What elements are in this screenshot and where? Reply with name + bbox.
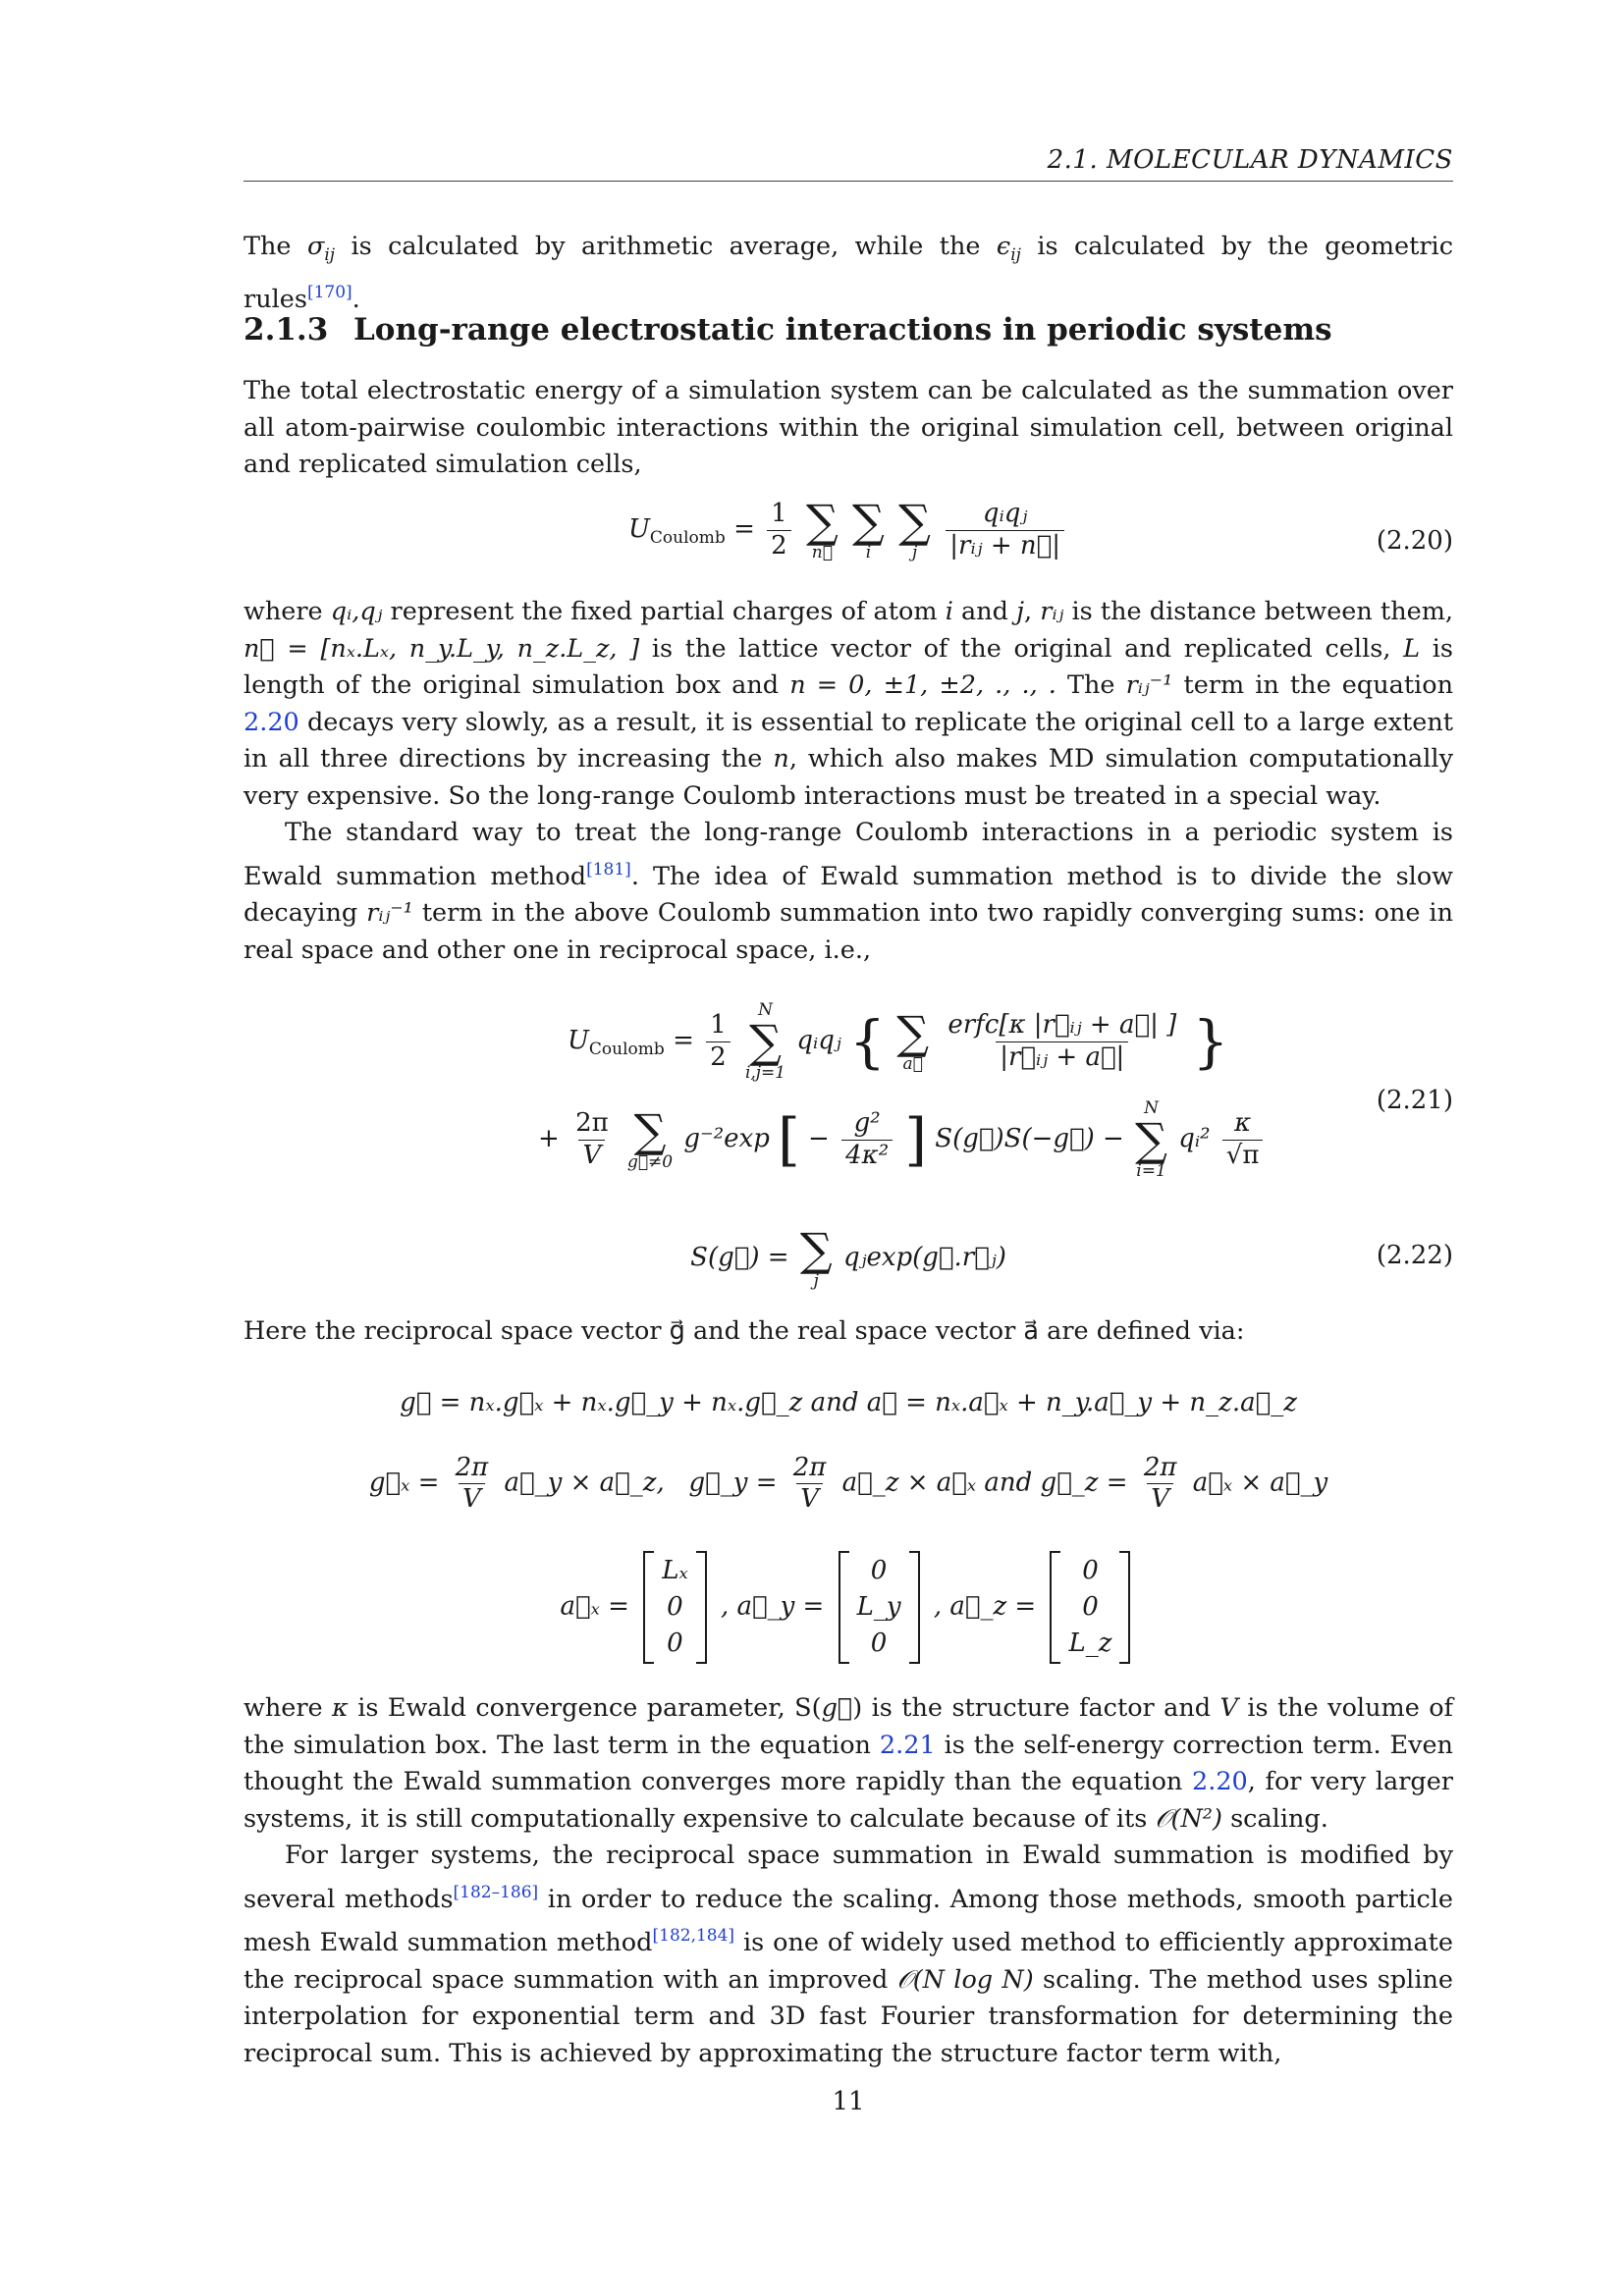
equation-reference-link[interactable]: 2.20 — [244, 707, 299, 737]
running-head: 2.1. MOLECULAR DYNAMICS — [1047, 145, 1453, 175]
paragraph-total-energy: The total electrostatic energy of a simulation system can be calculated as the summation over all atom-pairwise coulombic interactions within the original simulation cell, between original and replicated simulation cells, — [244, 376, 1453, 479]
page: 2.1. MOLECULAR DYNAMICS The $\sigma_{ij}$ is calculated by arithmetic average, while the $\epsilon_{ij}$ is calculated by the geometric rules[170]. 2.1.3 Long-range electrostatic interactions in periodic systems The total electrostatic energy of a simulation system can be calculated as the summation over all atom-pairwise coulombic interactions within the original simulation cell, between original and replicated simulation cells, $U_{Coulomb}$ = $\frac{1}{2}$ ∑ n⃗ ∑ i ∑ j $\frac{\text{qᵢqⱼ}}{\text{|rᵢⱼ + n⃗|}}$ (2.20) where qᵢ,qⱼ represent the fixed partial charges of atom i and j, rᵢⱼ is the distance between them, n⃗ = [nₓ.Lₓ, n_y.L_y, n_z.L_z, ] is the lattice vector of the original and replicated cells, L is length of the original simulation box and n = 0, ±1, ±2, ., ., . The rᵢⱼ⁻¹ term in the equation 2.20 decays very slowly, as a result, it is essential to replicate the original cell to a large extent in all three directions by increasing the n, which also makes MD simulation computationally very expensive. So the long-range Coulomb interactions must be treated in a special way. The standard way to treat the long-range Coulomb interactions in a periodic system is Ewald summation method[181]. The idea of Ewald summation method is to divide the slow decaying rᵢⱼ⁻¹ term in the above Coulomb summation into two rapidly converging sums: one in real space and other one in reciprocal space, i.e., $U_{Coulomb}$ = $\frac{1}{2}$ N ∑ i,j=1 qᵢqⱼ { ∑ a⃗ $\frac{\text{erfc[κ |r⃗ᵢⱼ + a⃗| ]}}{\text{|r⃗ᵢⱼ + a⃗|}}$ } + $\frac{2\pi}{V}$ ∑ g⃗≠0 g⁻²exp [ − $\frac{\text{g²}}{\text{4κ²}}$ ] S(g⃗)S(−g⃗) − N ∑ i=1 qᵢ² $\frac{\kappa}{√\pi}$ (2.21) S(g⃗) = ∑ j qⱼexp(g⃗.r⃗ⱼ) (2.22) Here the reciprocal space vector g⃗ and the real space vector a⃗ are defined via: g⃗ = nₓ.g⃗ₓ + nₓ.g⃗_y + nₓ.g⃗_z and a⃗ = nₓ.a⃗ₓ + n_y.a⃗_y + n_z.a⃗_z g⃗ₓ = $\frac{2\pi}{V}$ a⃗_y × a⃗_z, g⃗_y = $\frac{2\pi}{V}$ a⃗_z × a⃗ₓ and g⃗_z = $\frac{2\pi}{V}$ a⃗ₓ × a⃗_y a⃗ₓ = Lₓ 0 0 , a⃗_y = 0 L_y 0 , a⃗_z = 0 0 L_z where κ is Ewald convergence parameter, S(g⃗) is the structure factor and V is the volume of the simulation box. The last term in the equation 2.21 is the self-energy correction term. Even thought the Ewald summation converges more rapidly than the equation 2.20, for very larger systems, it is still computationally expensive to calculate because of its 𝒪(N²) scaling. For larger systems, the reciprocal space summation in Ewald summation is modified by several methods[182–186] in order to reduce the scaling. Among those methods, smooth particle mesh Ewald summation method[182,184] is one of widely used method to efficiently approximate the reciprocal space summation with an improved 𝒪(N log N) scaling. The method uses spline interpolation for exponential term and 3D fast Fourier transformation for determining the reciprocal sum. This is achieved by approximating the structure factor term with, 11 — [244, 145, 1454, 2116]
paragraph-ewald-standard: The standard way to treat the long-range Coulomb interactions in a periodic system is Ewald summation method[181]. The idea of Ewald summation method is to divide the slow decaying rᵢⱼ⁻¹ term in the above Coulomb summation into two rapidly converging sums: one in real space and other one in reciprocal space, i.e., — [244, 818, 1454, 965]
equation-number: (2.22) — [1376, 1241, 1453, 1270]
citation-link[interactable]: [181] — [586, 859, 631, 880]
epsilon-symbol: ϵ — [996, 232, 1011, 261]
citation-link[interactable]: [170] — [306, 282, 352, 302]
intro-paragraph: The $\sigma_{ij}$ is calculated by arithmetic average, while the $\epsilon_{ij}$ is calculated by the geometric rules[170]. — [244, 232, 1453, 314]
equation-2-21: $U_{Coulomb}$ = $\frac{1}{2}$ N ∑ i,j=1 qᵢqⱼ { ∑ a⃗ $\frac{\text{erfc[κ |r⃗ᵢⱼ + a⃗| ]}}{\text{|r⃗ᵢⱼ + a⃗|}}$ } + $\frac{2\pi}{V}$ ∑ g⃗≠0 g⁻²exp [ − $\frac{\text{g²}}{\text{4κ²}}$ ] S(g⃗)S(−g⃗) − N ∑ i=1 qᵢ² $\frac{\kappa}{√\pi}$ (2.21) — [538, 1000, 1453, 1181]
header-rule — [244, 181, 1453, 182]
equation-reciprocal-vectors: g⃗ₓ = $\frac{2\pi}{V}$ a⃗_y × a⃗_z, g⃗_y = $\frac{2\pi}{V}$ a⃗_z × a⃗ₓ and g⃗_z = $\frac{2\pi}{V}$ a⃗ₓ × a⃗_y — [368, 1453, 1328, 1515]
equation-2-20: $U_{Coulomb}$ = $\frac{1}{2}$ ∑ n⃗ ∑ i ∑ j $\frac{\text{qᵢqⱼ}}{\text{|rᵢⱼ + n⃗|}}$ (2.20) — [628, 495, 1453, 562]
page-number: 11 — [832, 2087, 865, 2116]
equation-reference-link[interactable]: 2.20 — [1191, 1767, 1248, 1796]
equation-real-vectors: a⃗ₓ = Lₓ 0 0 , a⃗_y = 0 L_y 0 , a⃗_z = 0 0 L_z — [244, 1551, 1453, 1679]
section-title-text: Long-range electrostatic interactions in periodic systems — [353, 312, 1332, 347]
equation-number: (2.20) — [1376, 526, 1453, 556]
equation-2-22: S(g⃗) = ∑ j qⱼexp(g⃗.r⃗ⱼ) (2.22) — [690, 1223, 1453, 1291]
section-number: 2.1.3 — [244, 312, 329, 347]
paragraph-where-charges: where qᵢ,qⱼ represent the fixed partial charges of atom i and j, rᵢⱼ is the distance between them, n⃗ = [nₓ.Lₓ, n_y.L_y, n_z.L_z, ] is the lattice vector of the original and replicated cells, L is length of the original simulation box and n = 0, ±1, ±2, ., ., . The rᵢⱼ⁻¹ term in the equation 2.20 decays very slowly, as a result, it is essential to replicate the original cell to a large extent in all three directions by increasing the n, which also makes MD simulation computationally very expensive. So the long-range Coulomb interactions must be treated in a special way. — [244, 597, 1453, 811]
sigma-symbol: σ — [306, 232, 325, 261]
citation-link[interactable]: [182–186] — [453, 1882, 539, 1902]
paragraph-ewald-parameter: where κ is Ewald convergence parameter, S(g⃗) is the structure factor and V is the volume of the simulation box. The last term in the equation 2.21 is the self-energy correction term. Even thought the Ewald summation converges more rapidly than the equation 2.20, for very larger systems, it is still computationally expensive to calculate because of its 𝒪(N²) scaling. — [244, 1693, 1453, 1834]
section-heading — [244, 312, 1332, 347]
citation-link[interactable]: [182,184] — [652, 1926, 735, 1946]
paragraph-pme: For larger systems, the reciprocal space summation in Ewald summation is modified by several methods[182–186] in order to reduce the scaling. Among those methods, smooth particle mesh Ewald summation method[182,184] is one of widely used method to efficiently approximate the reciprocal space summation with an improved 𝒪(N log N) scaling. The method uses spline interpolation for exponential term and 3D fast Fourier transformation for determining the reciprocal sum. This is achieved by approximating the structure factor term with, — [244, 1841, 1454, 2068]
equation-number: (2.21) — [1376, 1086, 1453, 1115]
equation-reference-link[interactable]: 2.21 — [879, 1730, 936, 1760]
paragraph-vectors-intro: Here the reciprocal space vector g⃗ and the real space vector a⃗ are defined via: — [244, 1316, 1245, 1346]
